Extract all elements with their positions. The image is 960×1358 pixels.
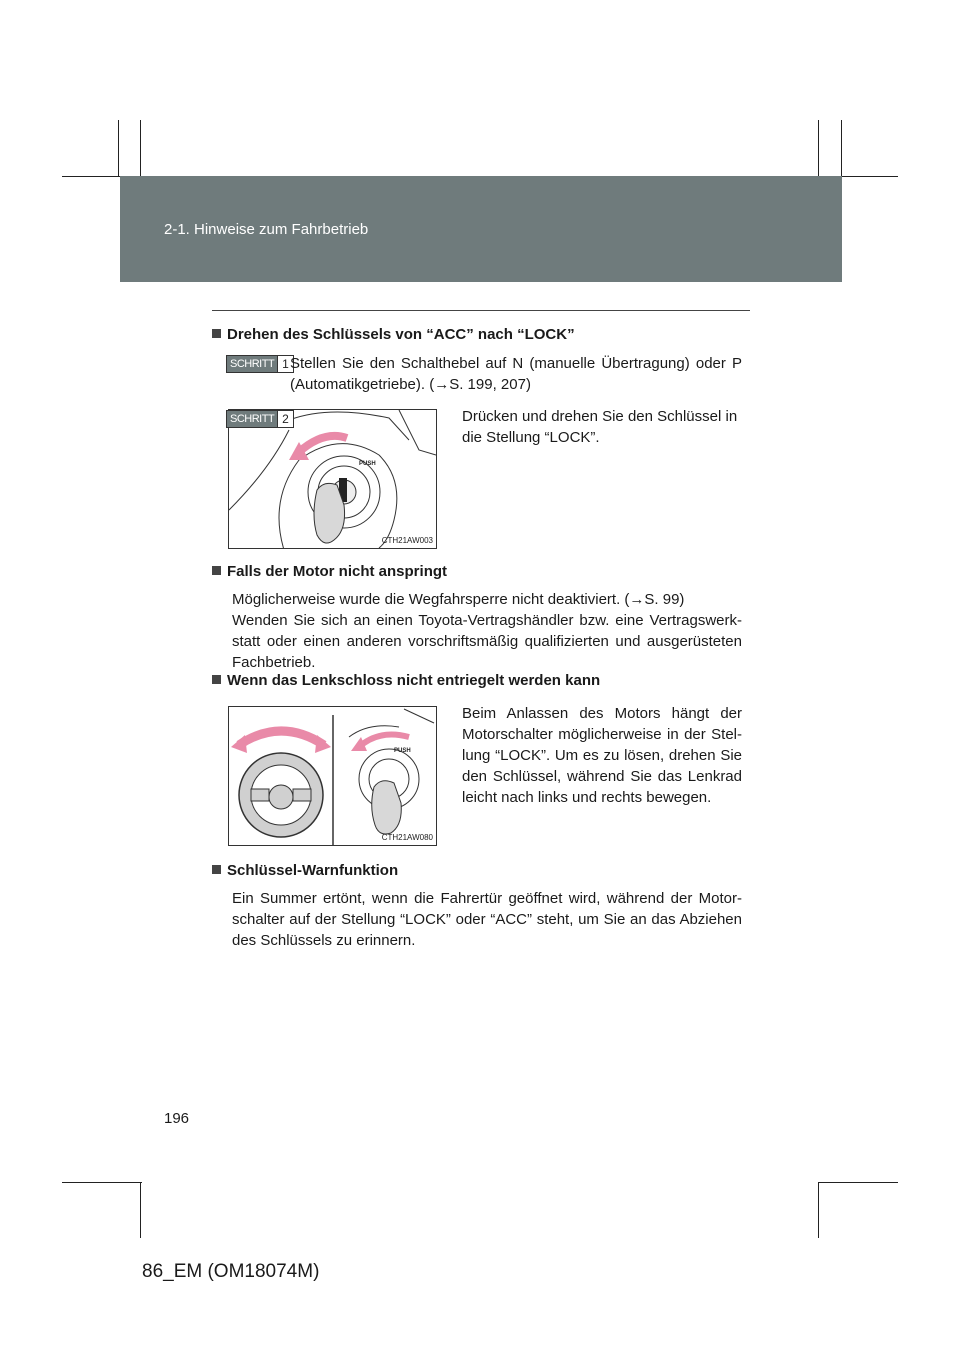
text-line: leicht nach links und rechts bewegen. bbox=[462, 789, 712, 806]
figure-key-turn bbox=[228, 409, 437, 549]
section-title: 2-1. Hinweise zum Fahrbetrieb bbox=[164, 221, 369, 238]
bullet-square-icon bbox=[212, 865, 221, 874]
crop-mark bbox=[818, 1182, 819, 1238]
bullet-square-icon bbox=[212, 329, 221, 338]
text-line: Wenden Sie sich an einen Toyota-Vertragshändler bzw. eine Vertragswerk- bbox=[232, 612, 742, 629]
step-number: 2 bbox=[277, 411, 293, 427]
text-line: den Schlüssel, während Sie das Lenkrad bbox=[462, 768, 742, 785]
crop-mark bbox=[818, 1182, 898, 1183]
key-icon bbox=[314, 483, 345, 543]
step2-text bbox=[462, 406, 752, 448]
text-line: Fachbetrieb. bbox=[232, 654, 316, 671]
figure-steering-lock bbox=[228, 706, 437, 846]
ignition-key-illustration bbox=[229, 410, 436, 548]
push-label: PUSH bbox=[394, 748, 411, 754]
divider bbox=[212, 310, 750, 311]
heading-text: Wenn das Lenkschloss nicht entriegelt werden kann bbox=[227, 672, 601, 689]
page-number: 196 bbox=[164, 1110, 190, 1127]
heading-engine-no-start bbox=[212, 563, 447, 580]
step1-text bbox=[290, 353, 742, 395]
text-line: lung “LOCK”. Um es zu lösen, drehen Sie bbox=[462, 747, 742, 764]
crop-mark bbox=[818, 120, 819, 176]
crop-mark bbox=[842, 176, 898, 177]
heading-steering-lock bbox=[212, 672, 600, 689]
text-line: des Schlüssels zu erinnern. bbox=[232, 932, 416, 949]
engine-no-start-text bbox=[232, 589, 742, 673]
crop-mark bbox=[118, 120, 119, 176]
key-icon bbox=[372, 781, 402, 834]
heading-text: Schlüssel-Warnfunktion bbox=[227, 862, 399, 879]
bullet-square-icon bbox=[212, 566, 221, 575]
document-code: 86_EM (OM18074M) bbox=[142, 1261, 320, 1282]
text-line: (Automatikgetriebe). (→S. 199, 207) bbox=[290, 376, 531, 393]
bullet-square-icon bbox=[212, 675, 221, 684]
heading-text: Falls der Motor nicht anspringt bbox=[227, 563, 448, 580]
arrow-right-icon bbox=[315, 735, 331, 753]
text-line: Drücken und drehen Sie den Schlüssel in bbox=[462, 408, 738, 425]
step-label: SCHRITT bbox=[227, 411, 277, 427]
heading-key-warning bbox=[212, 862, 398, 879]
heading-acc-lock bbox=[212, 326, 575, 343]
push-label: PUSH bbox=[359, 461, 376, 467]
step-label: SCHRITT bbox=[227, 356, 277, 372]
figure-code: CTH21AW003 bbox=[381, 536, 433, 545]
crop-mark bbox=[62, 1182, 142, 1183]
step-badge-2 bbox=[226, 410, 294, 428]
arrow-left-icon bbox=[231, 735, 247, 753]
key-warning-text bbox=[232, 888, 742, 951]
steering-wheel-illustration bbox=[229, 707, 436, 845]
text-line: Motorschalter möglicherweise in der Stel- bbox=[462, 726, 742, 743]
text-line: statt oder einen anderen vorschriftsmäßig qualifizierten und ausgerüsteten bbox=[232, 633, 742, 650]
text-line: die Stellung “LOCK”. bbox=[462, 429, 600, 446]
crop-mark bbox=[841, 120, 842, 176]
crop-mark bbox=[62, 176, 120, 177]
text-line: Möglicherweise wurde die Wegfahrsperre nicht deaktiviert. (→S. 99) bbox=[232, 591, 685, 608]
section-header bbox=[120, 176, 842, 282]
crop-mark bbox=[140, 1182, 141, 1238]
figure-code: CTH21AW080 bbox=[381, 833, 433, 842]
text-line: Beim Anlassen des Motors hängt der bbox=[462, 705, 742, 722]
heading-text: Drehen des Schlüssels von “ACC” nach “LOCK” bbox=[227, 326, 575, 343]
text-line: schalter auf der Stellung “LOCK” oder “ACC” steht, um Sie an das Abziehen bbox=[232, 911, 742, 928]
step-number: 1 bbox=[277, 356, 293, 372]
crop-mark bbox=[140, 120, 141, 176]
steering-lock-text bbox=[462, 703, 742, 808]
text-line: Stellen Sie den Schalthebel auf N (manuelle Übertragung) oder P bbox=[290, 355, 742, 372]
text-line: Ein Summer ertönt, wenn die Fahrertür geöffnet wird, während der Motor- bbox=[232, 890, 742, 907]
step-badge-1 bbox=[226, 355, 294, 373]
